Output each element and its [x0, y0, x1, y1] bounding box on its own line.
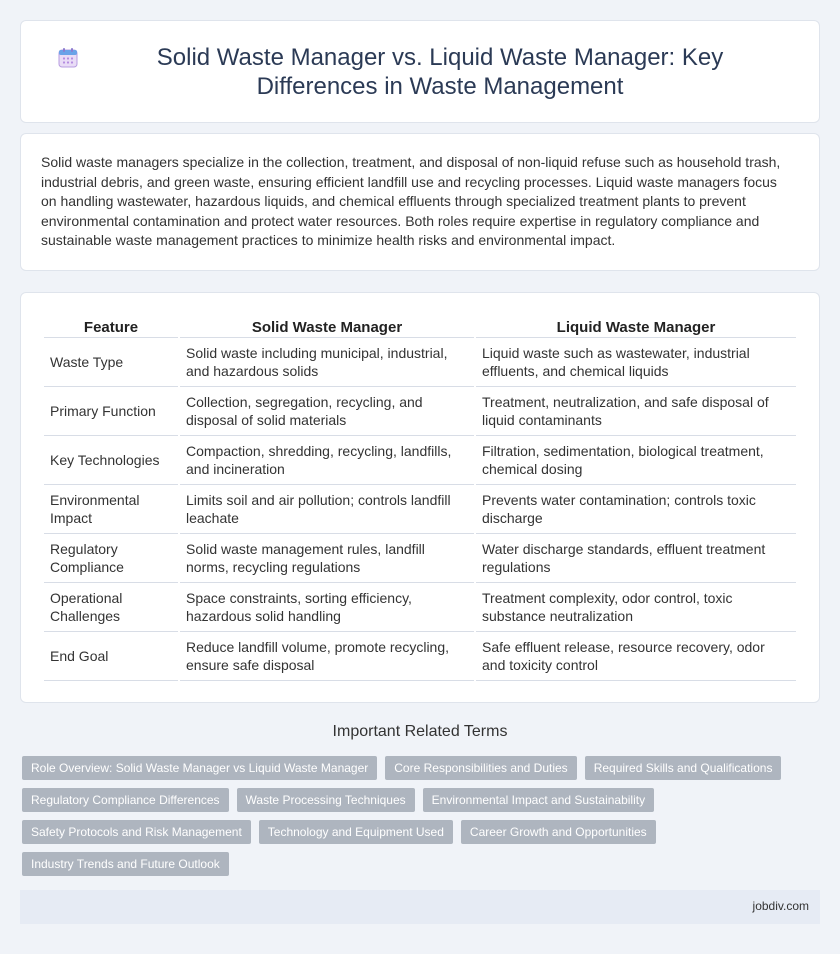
column-header-liquid: Liquid Waste Manager — [476, 315, 796, 338]
column-header-feature: Feature — [44, 315, 178, 338]
related-terms-title: Important Related Terms — [332, 723, 508, 740]
table-row — [44, 583, 796, 632]
related-terms-list — [22, 756, 802, 884]
row-liquid-value: Liquid waste such as wastewater, industrial effluents, and chemical liquids — [476, 338, 796, 387]
row-liquid-value: Treatment, neutralization, and safe disposal of liquid contaminants — [476, 387, 796, 436]
related-term-tag[interactable]: Industry Trends and Future Outlook — [22, 852, 229, 876]
row-feature: Operational Challenges — [44, 583, 178, 632]
column-header-solid: Solid Waste Manager — [180, 315, 474, 338]
comparison-card — [20, 292, 820, 703]
footer-site-link[interactable]: jobdiv.com — [752, 899, 809, 913]
related-term-tag[interactable]: Environmental Impact and Sustainability — [423, 788, 654, 812]
intro-card — [20, 133, 820, 271]
row-solid-value: Collection, segregation, recycling, and disposal of solid materials — [180, 387, 474, 436]
related-term-tag[interactable]: Core Responsibilities and Duties — [385, 756, 576, 780]
row-solid-value: Limits soil and air pollution; controls landfill leachate — [180, 485, 474, 534]
table-row — [44, 387, 796, 436]
row-liquid-value: Safe effluent release, resource recovery, odor and toxicity control — [476, 632, 796, 681]
row-feature: Regulatory Compliance — [44, 534, 178, 583]
intro-paragraph: Solid waste managers specialize in the collection, treatment, and disposal of non-liquid refuse such as household trash, industrial debris, and green waste, ensuring efficient landfill use and recycling processes. Liquid waste managers focus on handling wastewater, hazardous liquids, and chemical effluents through specialized treatment plants to prevent environmental contamination and protect water resources. Both roles require expertise in regulatory compliance and sustainable waste management practices to minimize health risks and environmental impact. — [41, 154, 781, 248]
related-term-tag[interactable]: Technology and Equipment Used — [259, 820, 453, 844]
related-term-tag[interactable]: Waste Processing Techniques — [237, 788, 415, 812]
row-feature: End Goal — [44, 632, 178, 681]
related-term-tag[interactable]: Career Growth and Opportunities — [461, 820, 656, 844]
related-term-tag[interactable]: Regulatory Compliance Differences — [22, 788, 229, 812]
row-liquid-value: Treatment complexity, odor control, toxic substance neutralization — [476, 583, 796, 632]
title-card — [20, 20, 820, 123]
table-row — [44, 485, 796, 534]
related-term-tag[interactable]: Role Overview: Solid Waste Manager vs Liquid Waste Manager — [22, 756, 377, 780]
table-header-row — [44, 315, 796, 338]
table-row — [44, 338, 796, 387]
row-feature: Key Technologies — [44, 436, 178, 485]
row-solid-value: Space constraints, sorting efficiency, hazardous solid handling — [180, 583, 474, 632]
row-solid-value: Reduce landfill volume, promote recycling, ensure safe disposal — [180, 632, 474, 681]
row-liquid-value: Prevents water contamination; controls toxic discharge — [476, 485, 796, 534]
row-feature: Waste Type — [44, 338, 178, 387]
row-feature: Primary Function — [44, 387, 178, 436]
table-row — [44, 534, 796, 583]
row-feature: Environmental Impact — [44, 485, 178, 534]
row-solid-value: Compaction, shredding, recycling, landfills, and incineration — [180, 436, 474, 485]
row-liquid-value: Water discharge standards, effluent treatment regulations — [476, 534, 796, 583]
page-title: Solid Waste Manager vs. Liquid Waste Manager: Key Differences in Waste Management — [156, 44, 724, 100]
footer — [20, 890, 820, 924]
table-row — [44, 632, 796, 681]
table-row — [44, 436, 796, 485]
row-solid-value: Solid waste including municipal, industrial, and hazardous solids — [180, 338, 474, 387]
comparison-table — [42, 315, 798, 681]
related-term-tag[interactable]: Safety Protocols and Risk Management — [22, 820, 251, 844]
row-liquid-value: Filtration, sedimentation, biological treatment, chemical dosing — [476, 436, 796, 485]
row-solid-value: Solid waste management rules, landfill norms, recycling regulations — [180, 534, 474, 583]
related-term-tag[interactable]: Required Skills and Qualifications — [585, 756, 782, 780]
